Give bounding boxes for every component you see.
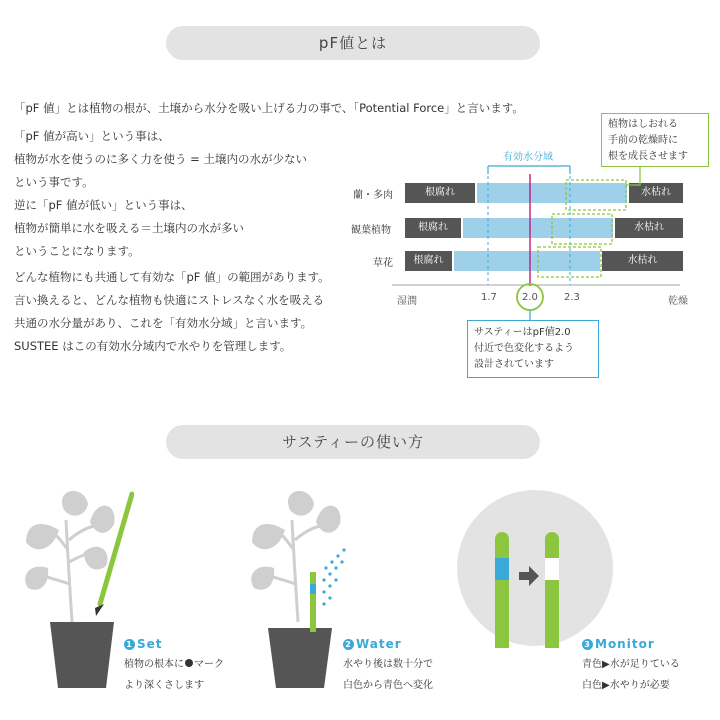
step1-desc-text: マーク <box>194 659 224 670</box>
explain-line: 植物が簡単に水を吸える＝土壌内の水が多い <box>14 221 244 235</box>
root-rot-label: 根腐れ <box>405 183 475 203</box>
explain-line: 植物が水を使うのに多く力を使う = 土壌内の水が少ない <box>14 152 307 166</box>
callout-line: 植物はしおれる <box>608 119 678 130</box>
callout-line: 手前の乾燥時に <box>608 135 678 146</box>
step2-desc-line1: 水やり後は数十分で <box>343 659 433 670</box>
dry-out-label: 水枯れ <box>615 218 683 238</box>
step3-number: 3 <box>582 639 593 650</box>
explain-line: 逆に「pF 値が低い」という事は、 <box>14 198 193 212</box>
step3-desc-line1: 青色▶水が足りている <box>582 659 680 670</box>
range-line: SUSTEE はこの有効水分域内で水やりを管理します。 <box>14 339 292 353</box>
range-line: 共通の水分量があり、これを「有効水分域」と言います。 <box>14 316 313 330</box>
explain-line: 「pF 値が高い」という事は、 <box>14 129 170 143</box>
step1-desc-line1 <box>124 654 224 676</box>
section-title-pf: pF値とは <box>166 26 540 60</box>
step3-title <box>582 637 655 651</box>
step2-title <box>343 637 402 651</box>
axis-tick-1-7: 1.7 <box>481 292 497 303</box>
plant-label-flower: 草花 <box>373 258 393 269</box>
intro-text: 「pF 値」とは植物の根が、土壌から水分を吸い上げる力の事で、「Potential Force」と言います。 <box>14 101 524 115</box>
step2-number: 2 <box>343 639 354 650</box>
plant-label-foliage: 観葉植物 <box>351 225 391 236</box>
root-rot-label: 根腐れ <box>405 251 452 271</box>
plant-label-orchid: 蘭・多肉 <box>353 190 393 201</box>
step1-title <box>124 637 163 651</box>
dry-out-label: 水枯れ <box>602 251 683 271</box>
green-callout <box>601 113 709 167</box>
step2-desc-line2: 白色から青色へ変化 <box>343 680 433 691</box>
marker-icon <box>185 659 193 667</box>
axis-wet-label: 湿潤 <box>397 296 417 307</box>
explain-line: という事です。 <box>14 175 94 189</box>
axis-dry-label: 乾燥 <box>668 296 688 307</box>
dry-out-label: 水枯れ <box>629 183 683 203</box>
step3-illustration <box>455 488 615 648</box>
range-line: 言い換えると、どんな植物も快適にストレスなく水を吸える <box>14 293 325 307</box>
step3-desc-line2: 白色▶水やりが必要 <box>582 680 670 691</box>
step2-name: Water <box>356 637 402 651</box>
axis-tick-2-3: 2.3 <box>564 292 580 303</box>
step1-illustration <box>14 480 134 690</box>
step1-number: 1 <box>124 639 135 650</box>
step1-name: Set <box>137 637 163 651</box>
root-rot-label: 根腐れ <box>405 218 461 238</box>
callout-line: 付近で色変化するよう <box>474 343 574 354</box>
step2-illustration <box>240 480 360 690</box>
range-line: どんな植物にも共通して有効な「pF 値」の範囲があります。 <box>14 270 330 284</box>
effective-range-label: 有効水分域 <box>503 152 553 163</box>
callout-line: 設計されています <box>474 359 554 370</box>
step3-name: Monitor <box>595 637 655 651</box>
step1-desc-text: 植物の根本に <box>124 659 184 670</box>
callout-line: 根を成長させます <box>608 151 688 162</box>
explain-line: ということになります。 <box>14 244 140 258</box>
axis-tick-2-0: 2.0 <box>522 292 538 303</box>
blue-callout <box>467 320 599 378</box>
callout-line: サスティーはpF値2.0 <box>474 327 571 338</box>
section-title-usage: サスティーの使い方 <box>166 425 540 459</box>
step1-desc-line2: より深くさします <box>124 680 204 691</box>
